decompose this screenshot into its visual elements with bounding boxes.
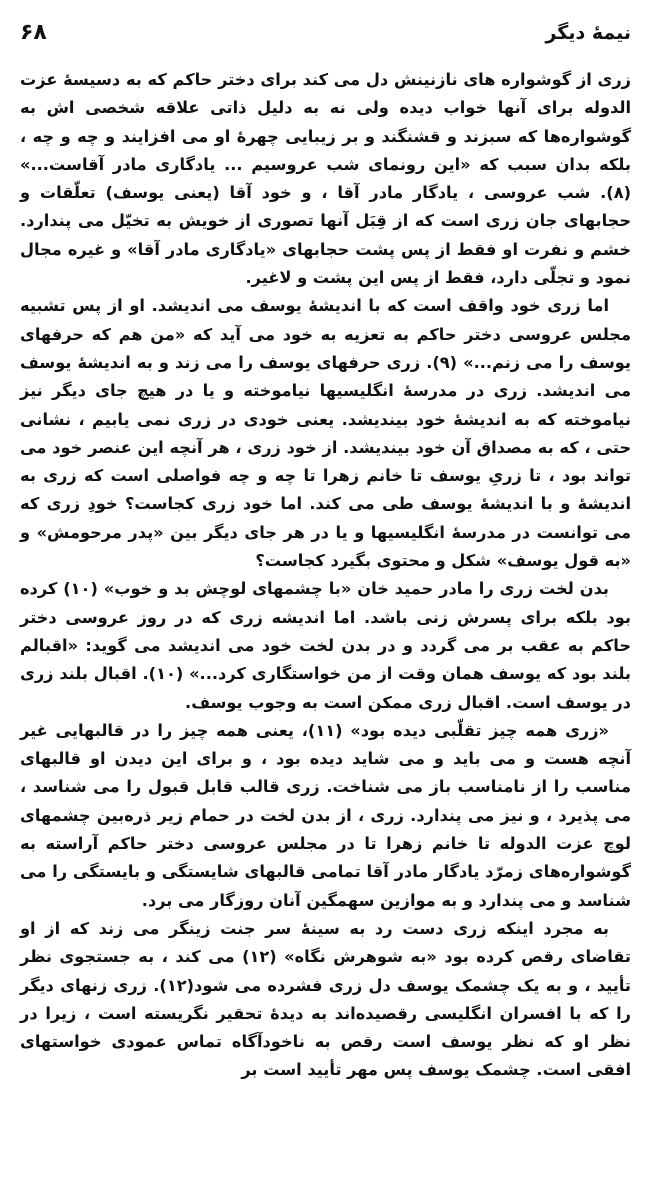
paragraph: زری از گوشواره های نازنینش دل می کند برای دختر حاکم که به دسیسهٔ عزت الدوله برای آنها خواب دیده ولی نه به دلیل ذاتی علاقه شخصی اش به گوشواره‌ها که سبزند و قشنگند و بر زیبایی چهرهٔ او می افزایند و چه و چه ، بلکه بدان سبب که «این رونمای شب عروسیم ... یادگاری مادر آقاست...» (۸). شب عروسی ، یادگار مادر آقا ، و خود آقا (یعنی یوسف) تعلّقات و حجابهای جان زری است که از قِبَل آنها تصوری از خویش به تخیّل می پندارد. خشم و نفرت او فقط از پس پشت حجابهای «یادگاری مادر آقا» و غیره مجال نمود و تجلّی دارد، فقط از پس این پشت و لاغیر. <box>20 70 631 288</box>
page-header <box>20 20 631 66</box>
paragraph: اما زری خود واقف است که با اندیشهٔ یوسف می اندیشد. او از پس تشبیه مجلس عروسی دختر حاکم به تعزیه به خود می آید که «من هم که حرفهای یوسف را می زنم...» (۹). زری حرفهای یوسف را می زند و به اندیشهٔ یوسف می اندیشد. زری در مدرسهٔ انگلیسیها نیاموخته و یا در هیچ جای دیگر نیز نیاموخته که به اندیشهٔ خود بیندیشد. یعنی خودی در زری نمی یابیم ، نشانی حتی ، که به مصداق آن خود بیندیشد. از خود زری ، هر آنچه این عنصر خود می تواند بود ، تا زریِ یوسف تا خانم زهرا تا چه و چه فواصلی است که زری به اندیشهٔ و با اندیشهٔ یوسف طی می کند. اما خود زری کجاست؟ خودِ زری که می توانست در مدرسهٔ انگلیسیها و یا در هر جای دیگر بین «پدر مرحومش» و «به قول یوسف» شکل و محتوی بگیرد کجاست؟ <box>20 296 631 571</box>
paragraph: به مجرد اینکه زری دست رد به سینهٔ سر جنت زینگر می زند که از او تقاضای رقص کرده بود «به شوهرش نگاه» (۱۲) می کند ، به جستجوی نظر تأیید ، و به یک چشمک یوسف دل زری فشرده می شود(۱۲). زری زنهای دیگر را که با افسران انگلیسی رقصیده‌اند به دیدهٔ تحقیر نگریسته است ، زیرا در نظر او که نظر یوسف است رقص به ناخودآگاه تماس عمودی خواستهای افقی است. چشمک یوسف پس مهر تأیید است بر <box>20 918 632 1080</box>
paragraph: بدن لخت زری را مادر حمید خان «با چشمهای لوچش بد و خوب» (۱۰) کرده بود بلکه برای پسرش زنی باشد. اما اندیشه زری که در روز عروسی دختر حاکم به عقب بر می گردد و در بدن لخت خود می اندیشد می گوید: «اقبالم بلند بود که یوسف همان وقت از من خواستگاری کرد...» (۱۰). اقبال بلند زری در یوسف است. اقبال زری ممکن است به وجوب یوسف. <box>20 579 632 712</box>
paragraph: «زری همه چیز تقلّبی دیده بود» (۱۱)، یعنی همه چیز را در قالبهایی غیر آنچه هست و می باید و می شاید دیده بود ، و برای این دیدن او قالبهای مناسب را از نامناسب باز می شناخت. زری قالب قابل قبول را می شناسد ، می پذیرد ، و نیز می پندارد. زری ، از بدن لخت در حمام زیر ذره‌بین چشمهای لوچ عزت الدوله تا خانم زهرا تا در مجلس عروسی دختر حاکم آراسته به گوشواره‌های زمرّد یادگار مادر آقا تمامی قالبهای شایستگی و بایستگی را می شناسد و می پندارد و به موازین سهمگین آنان روزگار می برد. <box>20 720 631 910</box>
body-text <box>20 66 631 1085</box>
page-number: ۶۸ <box>20 20 47 45</box>
running-title: نیمهٔ دیگر <box>545 22 631 44</box>
